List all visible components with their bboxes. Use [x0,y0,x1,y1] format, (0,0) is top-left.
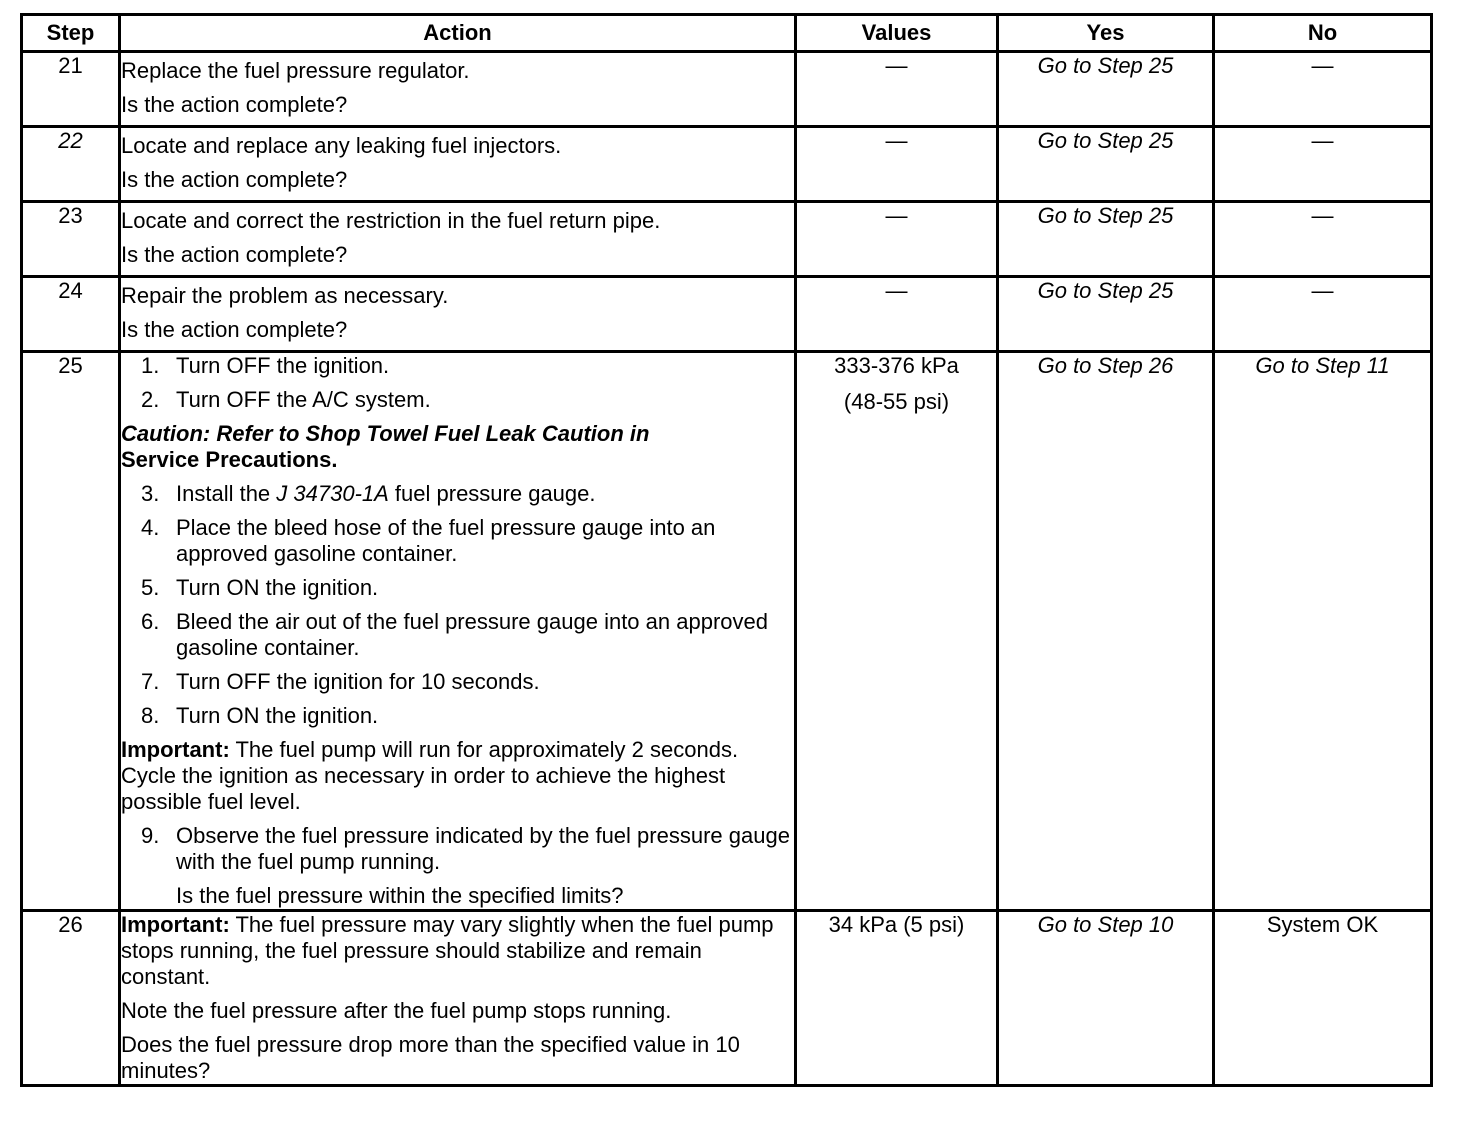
list-item [121,575,794,601]
header-yes: Yes [998,15,1214,52]
caution-precautions: Service Precautions. [121,447,338,472]
action-line: Note the fuel pressure after the fuel pump stops running. [121,998,672,1023]
yes-link[interactable]: Go to Step 10 [998,911,1214,1086]
tool-number: J 34730-1A [276,481,389,506]
action-cell [120,202,796,277]
action-question: Is the action complete? [121,317,348,342]
item-text: Turn OFF the A/C system. [176,387,431,412]
table-row-step-23 [22,202,1432,277]
header-no: No [1214,15,1432,52]
yes-link[interactable]: Go to Step 25 [998,52,1214,127]
item-text: Bleed the air out of the fuel pressure gauge into an approved gasoline container. [176,609,768,660]
important-text: The fuel pump will run for approximately 2 seconds. Cycle the ignition as necessary in order to achieve the highest possible fuel level. [121,737,739,814]
no-cell: — [1214,277,1432,352]
important-note [121,737,794,815]
action-question: Does the fuel pressure drop more than the specified value in 10 minutes? [121,1032,740,1083]
yes-link[interactable]: Go to Step 26 [998,352,1214,911]
header-row [22,15,1432,52]
important-text: The fuel pressure may vary slightly when the fuel pump stops running, the fuel pressure should stabilize and remain constant. [121,912,774,989]
caution-text: Caution: Refer to Shop Towel Fuel Leak Caution in [121,421,650,446]
list-item [121,703,794,729]
step-number: 23 [22,202,120,277]
action-question: Is the action complete? [121,242,348,267]
list-item [121,353,794,379]
values-cell: 34 kPa (5 psi) [796,911,998,1086]
action-cell [120,127,796,202]
action-line: Repair the problem as necessary. [121,283,449,308]
item-text: Turn ON the ignition. [176,575,379,600]
table-row-step-26 [22,911,1432,1086]
list-item [121,481,794,507]
list-item [121,669,794,695]
no-cell: — [1214,52,1432,127]
table-row-step-25 [22,352,1432,911]
step-number: 24 [22,277,120,352]
step-number: 22 [22,127,120,202]
header-action: Action [120,15,796,52]
item-text: Place the bleed hose of the fuel pressure gauge into an approved gasoline container. [176,515,716,566]
no-cell: — [1214,202,1432,277]
item-number: 4. [141,515,160,540]
diagnostic-table [20,13,1433,1087]
item-text: Turn ON the ignition. [176,703,379,728]
list-item [121,609,794,661]
values-cell: — [796,202,998,277]
action-line: Replace the fuel pressure regulator. [121,58,470,83]
action-cell [120,52,796,127]
item-text: Turn OFF the ignition for 10 seconds. [176,669,540,694]
list-item [121,823,794,875]
values-cell: — [796,127,998,202]
procedure-list [121,353,794,413]
step-number: 21 [22,52,120,127]
step-number: 26 [22,911,120,1086]
action-question: Is the action complete? [121,167,348,192]
procedure-list [121,823,794,875]
yes-link[interactable]: Go to Step 25 [998,277,1214,352]
table-row-step-24 [22,277,1432,352]
header-step: Step [22,15,120,52]
important-label: Important: [121,737,230,762]
important-label: Important: [121,912,230,937]
item-number: 7. [141,669,160,694]
no-cell: — [1214,127,1432,202]
table-row-step-22 [22,127,1432,202]
list-item [121,515,794,567]
pressure-psi: (48-55 psi) [843,389,950,414]
yes-link[interactable]: Go to Step 25 [998,127,1214,202]
values-cell: — [796,52,998,127]
procedure-list [121,481,794,729]
item-number: 2. [141,387,160,412]
item-number: 5. [141,575,160,600]
no-link[interactable]: Go to Step 11 [1214,352,1432,911]
item-number: 1. [141,353,160,378]
item-number: 6. [141,609,160,634]
action-question: Is the action complete? [121,92,348,117]
values-cell [796,352,998,911]
action-cell [120,277,796,352]
yes-link[interactable]: Go to Step 25 [998,202,1214,277]
no-result: System OK [1214,911,1432,1086]
values-cell: — [796,277,998,352]
item-number: 8. [141,703,160,728]
item-text-post: fuel pressure gauge. [388,481,596,506]
pressure-kpa: 333-376 kPa [834,353,959,378]
action-line: Locate and correct the restriction in the fuel return pipe. [121,208,661,233]
step-number: 25 [22,352,120,911]
item-text: Turn OFF the ignition. [176,353,390,378]
action-line: Locate and replace any leaking fuel injectors. [121,133,562,158]
item-text-pre: Install the [176,481,277,506]
list-item [121,387,794,413]
action-cell [120,911,796,1086]
item-number: 3. [141,481,160,506]
header-values: Values [796,15,998,52]
action-question: Is the fuel pressure within the specified limits? [176,883,624,908]
important-note [121,912,794,990]
item-number: 9. [141,823,160,848]
table-row-step-21 [22,52,1432,127]
caution-note [121,421,794,473]
action-cell [120,352,796,911]
item-text: Observe the fuel pressure indicated by the fuel pressure gauge with the fuel pump running. [176,823,790,874]
